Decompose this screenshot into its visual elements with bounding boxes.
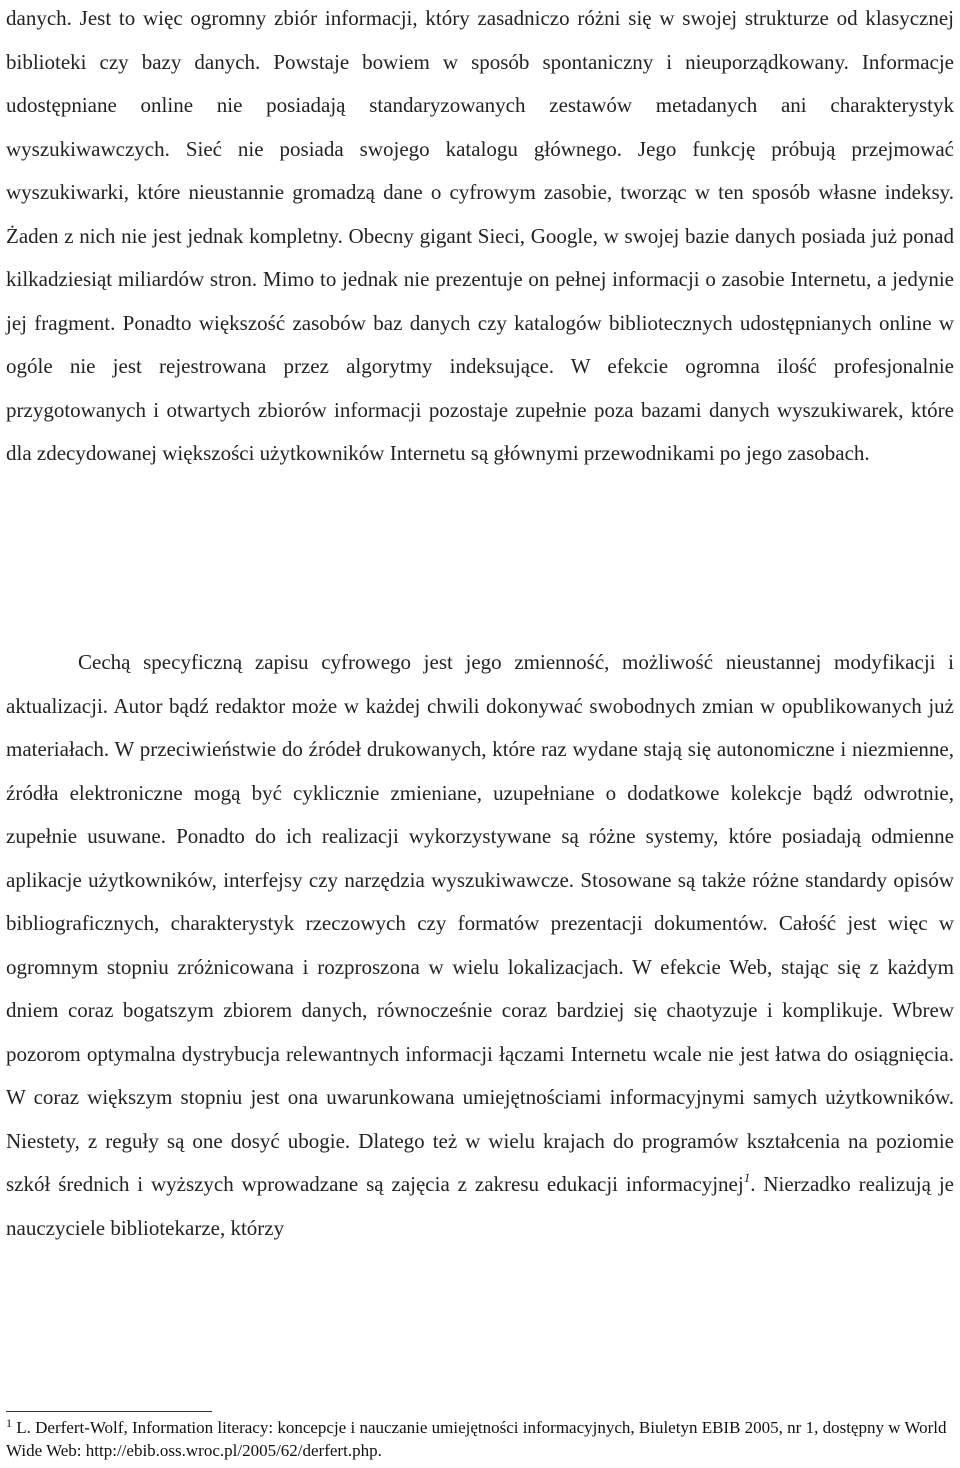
footnote-reference[interactable]: 1 bbox=[743, 1170, 751, 1185]
footnote-separator bbox=[6, 1411, 212, 1412]
footnote-marker: 1 bbox=[6, 1416, 12, 1430]
footnote-text: L. Derfert-Wolf, Information literacy: koncepcje i nauczanie umiejętności informacyjnych, Biuletyn EBIB 2005, nr 1, dostępny w World Wide Web: http://ebib.oss.wroc.pl/2005/62/derfert.php. bbox=[6, 1418, 947, 1460]
paragraph-text-after-reference: . Nierzadko realizują je nauczyciele bibliotekarze, którzy bbox=[6, 1172, 954, 1240]
footnote bbox=[6, 1416, 954, 1462]
paragraph-digital-record bbox=[6, 641, 954, 1250]
paragraph-text-before-reference: Cechą specyficzną zapisu cyfrowego jest jego zmienność, możliwość nieustannej modyfikacji i aktualizacji. Autor bądź redaktor może w każdej chwili dokonywać swobodnych zmian w opublikowanych już materiałach. W przeciwieństwie do źródeł drukowanych, które raz wydane stają się autonomiczne i niezmienne, źródła elektroniczne mogą być cyklicznie zmieniane, uzupełniane o dodatkowe kolekcje bądź odwrotnie, zupełnie usuwane. Ponadto do ich realizacji wykorzystywane są różne systemy, które posiadają odmienne aplikacje użytkowników, interfejsy czy narzędzia wyszukiwawcze. Stosowane są także różne standardy opisów bibliograficznych, charakterystyk rzeczowych czy formatów prezentacji dokumentów. Całość jest więc w ogromnym stopniu zróżnicowana i rozproszona w wielu lokalizacjach. W efekcie Web, stając się z każdym dniem coraz bogatszym zbiorem danych, równocześnie coraz bardziej się chaotyzuje i komplikuje. Wbrew pozorom optymalna dystrybucja relewantnych informacji łączami Internetu wcale nie jest łatwa do osiągnięcia. W coraz większym stopniu jest ona uwarunkowana umiejętnościami informacyjnymi samych użytkowników. Niestety, z reguły są one dosyć ubogie. Dlatego też w wielu krajach do programów kształcenia na poziomie szkół średnich i wyższych wprowadzane są zajęcia z zakresu edukacji informacyjnej bbox=[6, 650, 954, 1196]
paragraph-continued: danych. Jest to więc ogromny zbiór informacji, który zasadniczo różni się w swojej strukturze od klasycznej biblioteki czy bazy danych. Powstaje bowiem w sposób spontaniczny i nieuporządkowany. Informacje udostępniane online nie posiadają standaryzowanych zestawów metadanych ani charakterystyk wyszukiwawczych. Sieć nie posiada swojego katalogu głównego. Jego funkcję próbują przejmować wyszukiwarki, które nieustannie gromadzą dane o cyfrowym zasobie, tworząc w ten sposób własne indeksy. Żaden z nich nie jest jednak kompletny. Obecny gigant Sieci, Google, w swojej bazie danych posiada już ponad kilkadziesiąt miliardów stron. Mimo to jednak nie prezentuje on pełnej informacji o zasobie Internetu, a jedynie jej fragment. Ponadto większość zasobów baz danych czy katalogów bibliotecznych udostępnianych online w ogóle nie jest rejestrowana przez algorytmy indeksujące. W efekcie ogromna ilość profesjonalnie przygotowanych i otwartych zbiorów informacji pozostaje zupełnie poza bazami danych wyszukiwarek, które dla zdecydowanej większości użytkowników Internetu są głównymi przewodnikami po jego zasobach. bbox=[6, 6, 954, 465]
